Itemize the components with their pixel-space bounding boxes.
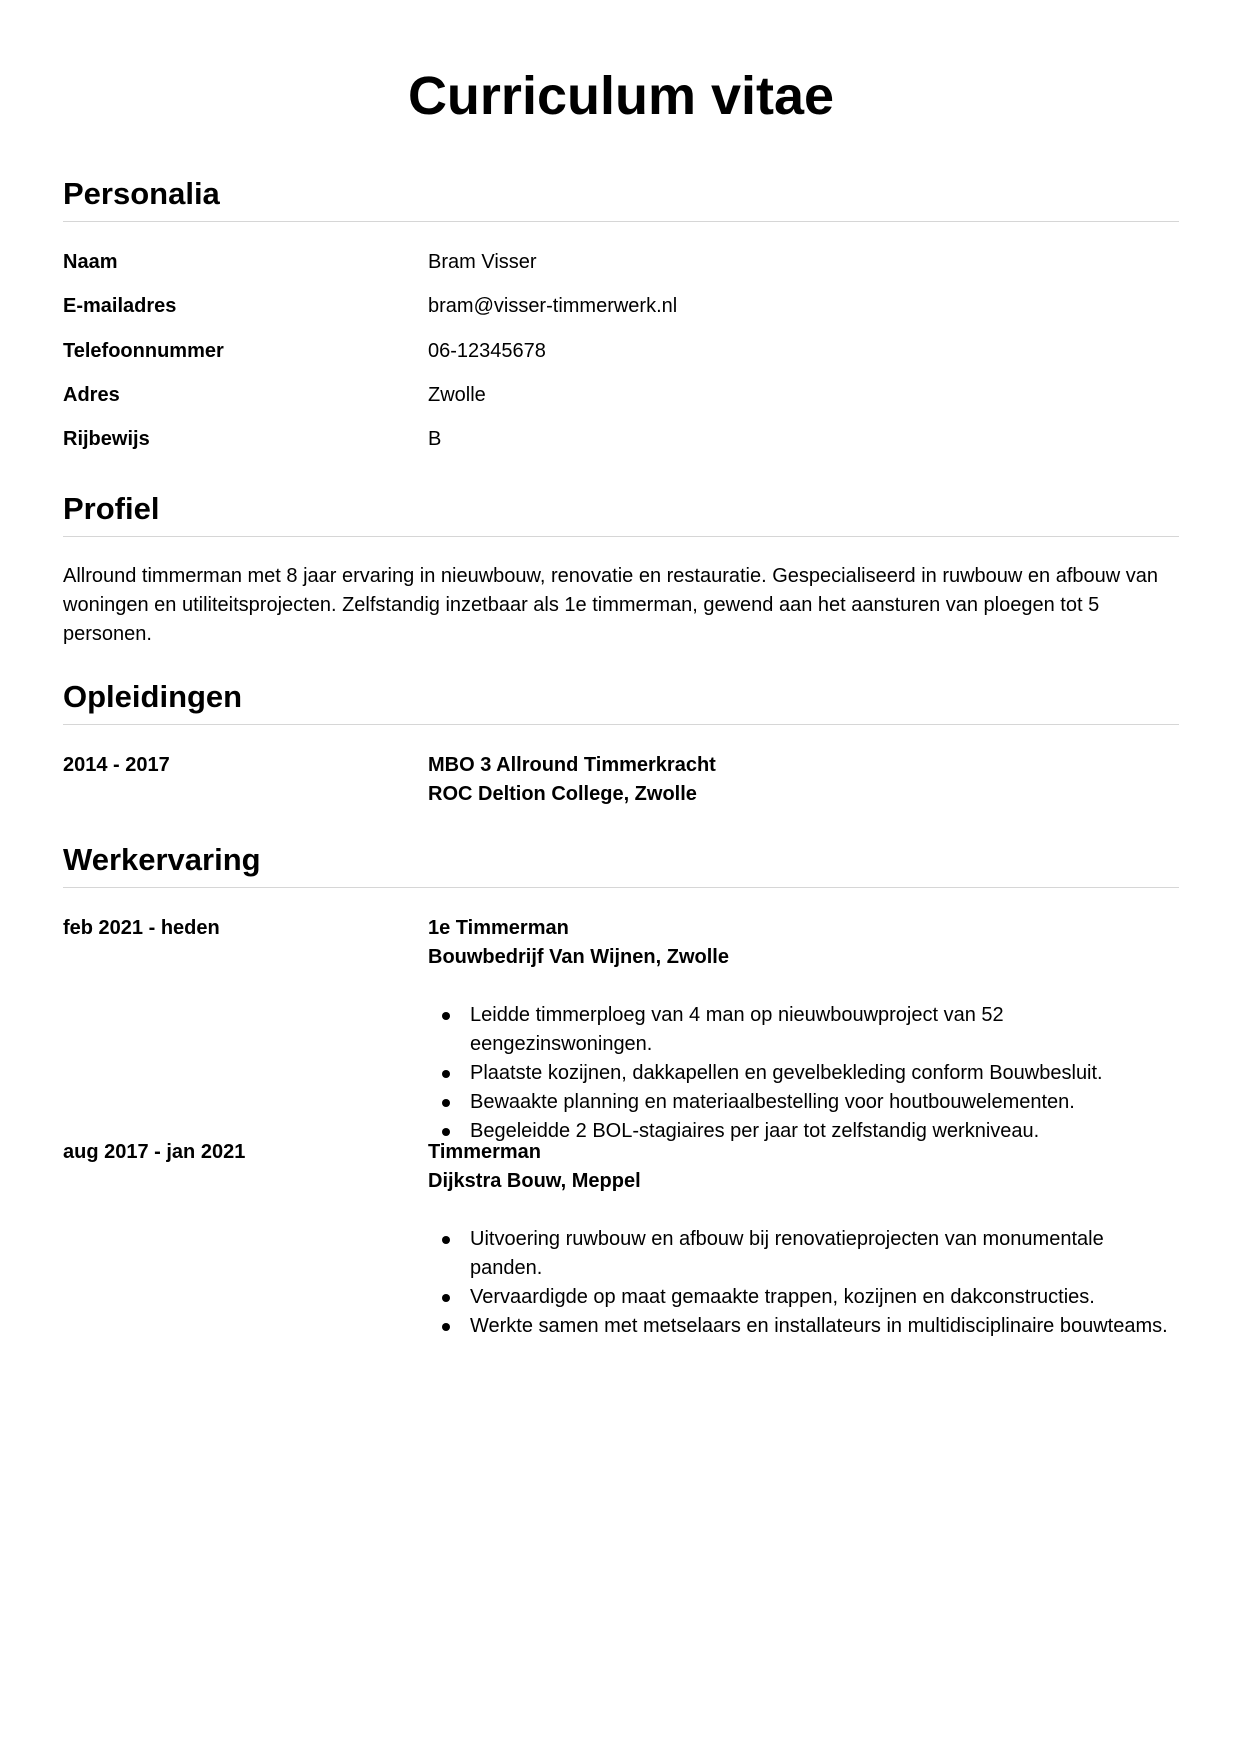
section-divider	[63, 221, 1179, 222]
profile-text: Allround timmerman met 8 jaar ervaring in nieuwbouw, renovatie en restauratie. Gespecialiseerd in ruwbouw en afbouw van woningen en utiliteitsprojecten. Zelfstandig inzetbaar als 1e timmerman, gewend aan het aansturen van ploegen tot 5 personen.	[63, 565, 1159, 645]
field-label: Rijbewijs	[63, 428, 150, 450]
field-value: B	[428, 428, 442, 450]
job-company: Dijkstra Bouw, Meppel	[428, 1170, 641, 1192]
bullet-icon	[442, 1128, 450, 1136]
job-period: feb 2021 - heden	[63, 917, 220, 939]
list-item	[470, 1001, 1179, 1059]
job-title: 1e Timmerman	[428, 917, 569, 939]
job-task-list	[428, 1225, 1179, 1341]
field-label: Naam	[63, 251, 118, 273]
task-text: Plaatste kozijnen, dakkapellen en gevelbekleding conform Bouwbesluit.	[470, 1062, 1103, 1084]
bullet-icon	[442, 1070, 450, 1078]
task-text: Uitvoering ruwbouw en afbouw bij renovatieprojecten van monumentale panden.	[470, 1228, 1104, 1279]
job-period: aug 2017 - jan 2021	[63, 1141, 246, 1163]
education-title: MBO 3 Allround Timmerkracht	[428, 754, 716, 776]
field-value: Bram Visser	[428, 251, 537, 273]
list-item	[470, 1312, 1179, 1341]
field-value: Zwolle	[428, 384, 486, 406]
section-divider	[63, 536, 1179, 537]
list-item	[470, 1088, 1179, 1117]
bullet-icon	[442, 1236, 450, 1244]
education-period: 2014 - 2017	[63, 754, 170, 776]
section-title-personalia: Personalia	[63, 176, 220, 211]
bullet-icon	[442, 1012, 450, 1020]
education-institution: ROC Deltion College, Zwolle	[428, 783, 697, 805]
field-value: bram@visser-timmerwerk.nl	[428, 295, 678, 317]
section-title-profiel: Profiel	[63, 491, 160, 526]
bullet-icon	[442, 1323, 450, 1331]
field-label: Telefoonnummer	[63, 340, 224, 362]
bullet-icon	[442, 1294, 450, 1302]
bullet-icon	[442, 1099, 450, 1107]
section-title-werkervaring: Werkervaring	[63, 842, 261, 877]
task-text: Leidde timmerploeg van 4 man op nieuwbouwproject van 52 eengezinswoningen.	[470, 1004, 1004, 1055]
job-detail	[428, 1138, 1179, 1341]
document-title: Curriculum vitae	[407, 66, 835, 126]
list-item	[470, 1059, 1179, 1088]
list-item	[470, 1283, 1179, 1312]
section-divider	[63, 887, 1179, 888]
task-text: Werkte samen met metselaars en installateurs in multidisciplinaire bouwteams.	[470, 1315, 1168, 1337]
task-text: Bewaakte planning en materiaalbestelling voor houtbouwelementen.	[470, 1091, 1075, 1113]
list-item	[470, 1225, 1179, 1283]
section-title-opleidingen: Opleidingen	[63, 679, 243, 714]
field-label: E-mailadres	[63, 295, 177, 317]
task-text: Begeleidde 2 BOL-stagiaires per jaar tot zelfstandig werkniveau.	[470, 1120, 1040, 1142]
field-value: 06-12345678	[428, 340, 546, 362]
job-detail	[428, 914, 1179, 1146]
field-label: Adres	[63, 384, 120, 406]
job-company: Bouwbedrijf Van Wijnen, Zwolle	[428, 946, 729, 968]
job-title: Timmerman	[428, 1141, 542, 1163]
education-detail	[428, 751, 1179, 809]
section-divider	[63, 724, 1179, 725]
job-task-list	[428, 1001, 1179, 1146]
task-text: Vervaardigde op maat gemaakte trappen, kozijnen en dakconstructies.	[470, 1286, 1095, 1308]
